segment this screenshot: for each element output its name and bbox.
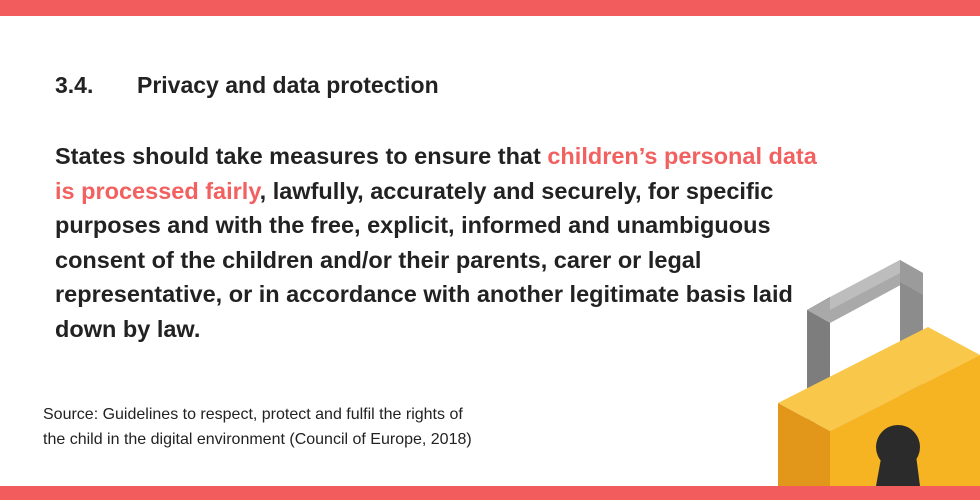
top-accent-bar bbox=[0, 0, 980, 16]
source-citation bbox=[43, 402, 563, 452]
body-rest: , lawfully, accurately and securely, for specific purposes and with the free, explicit, informed and unambiguous consent of the children and/or their parents, carer or legal representative, or in accordance with another legitimate basis laid down by law. bbox=[55, 177, 793, 342]
section-number: 3.4. bbox=[55, 72, 94, 98]
padlock-icon bbox=[770, 255, 980, 486]
body-paragraph bbox=[55, 139, 835, 346]
bottom-accent-bar bbox=[0, 486, 980, 500]
source-line-2: the child in the digital environment (Council of Europe, 2018) bbox=[43, 431, 472, 448]
source-line-1: Source: Guidelines to respect, protect and fulfil the rights of bbox=[43, 406, 463, 423]
body-intro: States should take measures to ensure that bbox=[55, 143, 548, 169]
section-title: Privacy and data protection bbox=[137, 72, 439, 98]
section-heading bbox=[55, 72, 439, 99]
body-highlight: children’s personal data is processed fairly bbox=[55, 143, 817, 204]
